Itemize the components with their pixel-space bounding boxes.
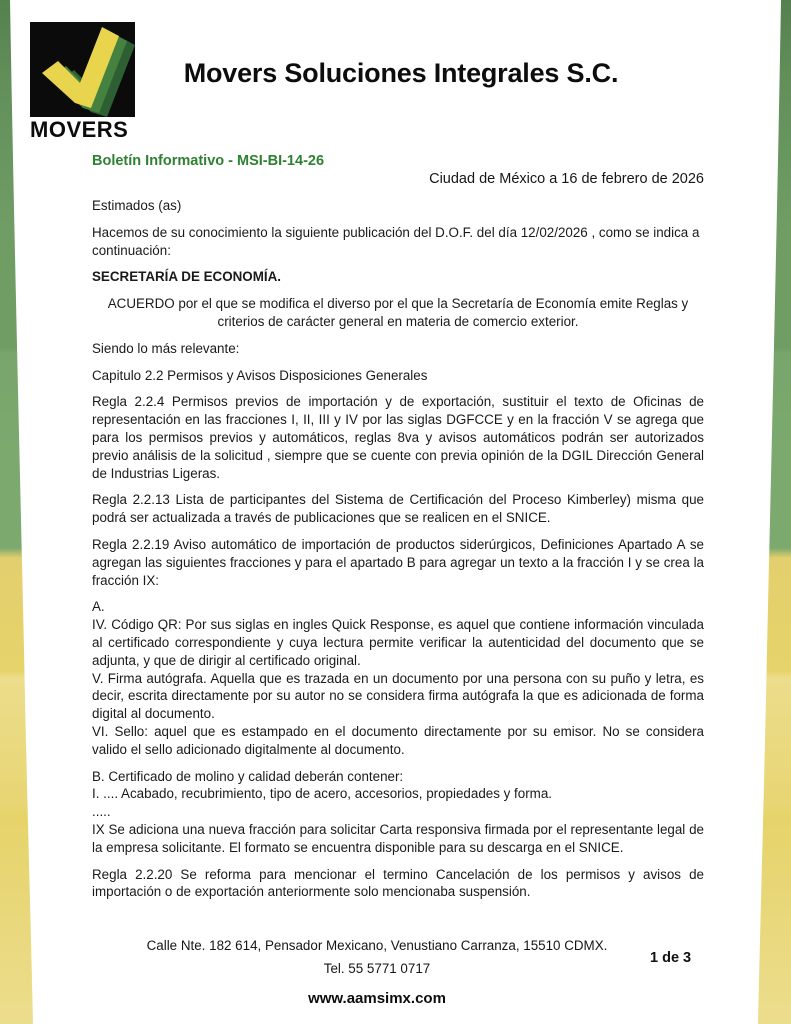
item-iv-codigo-qr: IV. Código QR: Por sus siglas en ingles Quick Response, es aquel que contiene información vinculada al certificado correspondiente y cuya lectura permite verificar la autenticidad del documento que se adjunta, y que de dirigir al certificado original. bbox=[92, 617, 704, 668]
page-footer bbox=[92, 938, 662, 1007]
right-ribbon-decoration bbox=[751, 0, 791, 1024]
left-ribbon-decoration bbox=[0, 0, 40, 1024]
footer-website: www.aamsimx.com bbox=[308, 990, 446, 1007]
logo-wordmark: MOVERS bbox=[30, 117, 129, 142]
item-vi-sello: VI. Sello: aquel que es estampado en el documento directamente por su emisor. No se considera valido el sello adicionado digitalmente al documento. bbox=[92, 723, 704, 757]
acuerdo-paragraph: ACUERDO por el que se modifica el diverso por el que la Secretaría de Economía emite Reglas y criterios de carácter general en materia de comercio exterior. bbox=[107, 296, 689, 329]
date-line: Ciudad de México a 16 de febrero de 2026 bbox=[429, 171, 704, 187]
item-v-firma-autografa: V. Firma autógrafa. Aquella que es trazada en un documento por una persona con su puño y letra, es decir, escrita directamente por su autor no se considera firma autógrafa la que es adicionada de forma digital al documento. bbox=[92, 670, 704, 722]
chapter-line: Capitulo 2.2 Permisos y Avisos Disposiciones Generales bbox=[92, 367, 428, 383]
intro-paragraph: Hacemos de su conocimiento la siguiente publicación del D.O.F. del día 12/02/2026 , como se indica a continuación: bbox=[92, 224, 700, 258]
bulletin-id-label: Boletín Informativo - MSI-BI-14-26 bbox=[92, 153, 325, 169]
item-a-label: A. bbox=[92, 599, 105, 615]
footer-address: Calle Nte. 182 614, Pensador Mexicano, Venustiano Carranza, 15510 CDMX. bbox=[146, 938, 608, 953]
item-i-acabado: I. .... Acabado, recubrimiento, tipo de acero, accesorios, propiedades y forma. bbox=[92, 786, 552, 802]
lead-in-line: Siendo lo más relevante: bbox=[92, 340, 240, 356]
item-ix-carta-responsiva: IX Se adiciona una nueva fracción para solicitar Carta responsiva firmada por el representante legal de la empresa solicitante. El formato se encuentra disponible para su descarga en el SNICE. bbox=[92, 821, 704, 855]
page-title: Movers Soluciones Integrales S.C. bbox=[183, 58, 619, 88]
paragraph-regla-2-2-4: Regla 2.2.4 Permisos previos de importación y de exportación, sustituir el texto de Oficinas de representación en las fracciones I, II, III y IV por las siglas DGFCCE y en la fracción V se agrega que para los permisos previos y automáticos, reglas 8va y avisos automáticos podrán ser autorizados previo análisis de la solicitud , siempre que se cuente con previa opinión de la DGIL Dirección General de Industrias Ligeras. bbox=[92, 394, 704, 481]
page-number-indicator: 1 de 3 bbox=[650, 950, 692, 966]
ellipsis-line: ..... bbox=[92, 804, 111, 820]
paragraph-regla-2-2-13: Regla 2.2.13 Lista de participantes del Sistema de Certificación del Proceso Kimberley) misma que podrá ser actualizada a través de publicaciones que se realicen en el SNICE. bbox=[92, 492, 704, 526]
paragraph-regla-2-2-20: Regla 2.2.20 Se reforma para mencionar el termino Cancelación de los permisos y avisos de importación o de exportación anteriormente solo mencionaba suspensión. bbox=[92, 866, 704, 900]
paragraph-regla-2-2-19: Regla 2.2.19 Aviso automático de importación de productos siderúrgicos, Definiciones Apartado A se agregan las siguientes fracciones y para el apartado B para agregar un texto a la fracción I y se crea la fracción IX: bbox=[92, 536, 704, 588]
footer-phone: Tel. 55 5771 0717 bbox=[323, 961, 431, 976]
item-b-certificado: B. Certificado de molino y calidad deberán contener: bbox=[92, 768, 404, 784]
section-heading: SECRETARÍA DE ECONOMÍA. bbox=[92, 269, 281, 285]
greeting: Estimados (as) bbox=[92, 198, 182, 213]
letter-body bbox=[92, 197, 704, 901]
